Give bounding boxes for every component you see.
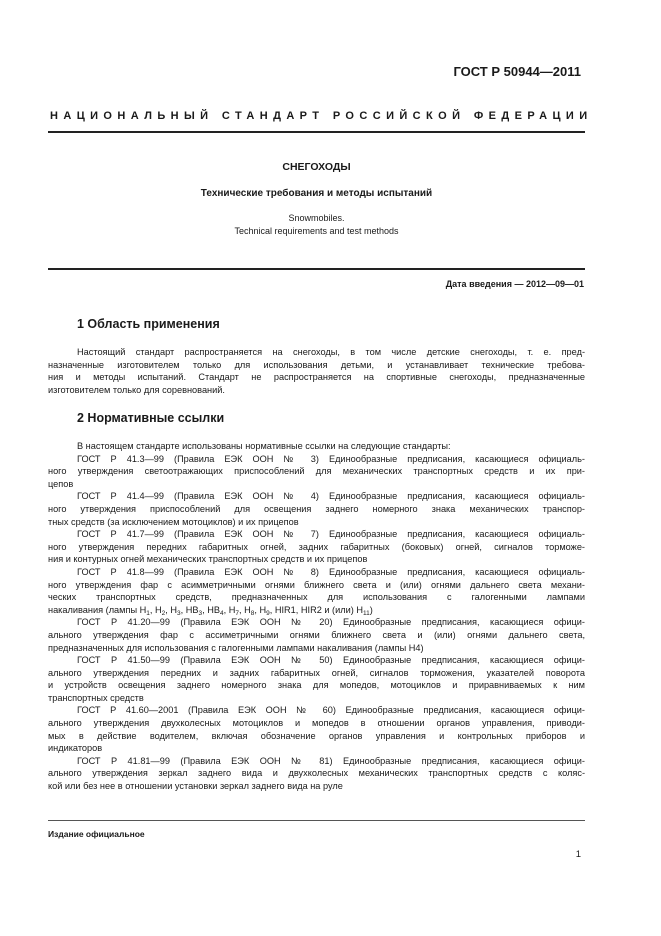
text-line: накаливания (лампы $H_1$, $H_2$, $H_3$, $HB_3$, $HB_4$, $H_7$, $H_8$, $H_9$, HIR1, HIR2 и (или) $H_{11}$) (48, 604, 373, 617)
document-subtitle: Технические требования и методы испытаний (200, 188, 433, 199)
normative-references (48, 440, 585, 793)
text-line: предназначенных для использования с галогенными лампами накаливания (лампы Н4) (48, 642, 424, 653)
reference-item (48, 528, 585, 566)
text-line: Настоящий стандарт распространяется на снегоходы, в том числе детские снегоходы, т. е. пред- (77, 347, 585, 357)
section-1-heading: 1 Область применения (77, 317, 220, 331)
text-line: назначенные изготовителем только для использования детьми, и устанавливает технические требова- (48, 359, 585, 370)
references-intro: В настоящем стандарте использованы нормативные ссылки на следующие стандарты: (77, 441, 451, 451)
edition-label: Издание официальное (48, 829, 145, 839)
page-number: 1 (575, 849, 581, 860)
english-title (48, 212, 585, 238)
reference-item (48, 755, 585, 793)
reference-item (48, 490, 585, 528)
reference-item (48, 566, 585, 616)
reference-item (48, 616, 585, 654)
text-line: ГОСТ Р 41.3—99 (Правила ЕЭК ООН № 3) Единообразные предписания, касающиеся официаль- (77, 453, 585, 464)
section-2-heading: 2 Нормативные ссылки (77, 411, 225, 425)
text-line: ального утверждения двухколесных мотоциклов и мопедов в отношении органов управления, приводи- (48, 718, 585, 729)
text-line: тных средств (за исключением мотоциклов) и их прицепов (48, 516, 299, 527)
text-line: ГОСТ Р 41.60—2001 (Правила ЕЭК ООН № 60) Единообразные предписания, касающиеся офици- (77, 705, 585, 716)
reference-item (48, 704, 585, 754)
text-line: кой или без нее в отношении установки зеркал заднего вида на руле (48, 781, 343, 792)
text-line: ального утверждения зеркал заднего вида и двухколесных механических транспортных средств с коляс- (48, 768, 585, 779)
english-title-line: Technical requirements and test methods (234, 226, 399, 236)
text-line: ГОСТ Р 41.50—99 (Правила ЕЭК ООН № 50) Единообразные предписания, касающиеся офици- (77, 655, 585, 666)
text-line: ного утверждения фар с асимметричными огнями ближнего света и (или) огнями дальнего света механи- (48, 579, 585, 590)
document-title: СНЕГОХОДЫ (282, 161, 351, 173)
text-line: ГОСТ Р 41.7—99 (Правила ЕЭК ООН № 7) Единообразные предписания, касающиеся официаль- (77, 529, 585, 540)
text-line: мых в действие водителем, включая обозначение органов управления и контрольных приборов и (48, 730, 585, 741)
divider-bottom (48, 820, 585, 821)
text-line: ГОСТ Р 41.4—99 (Правила ЕЭК ООН № 4) Единообразные предписания, касающиеся официаль- (77, 491, 585, 502)
national-standard-banner: НАЦИОНАЛЬНЫЙ СТАНДАРТ РОССИЙСКОЙ ФЕДЕРАЦИИ (50, 110, 593, 122)
text-line: и устройств освещения заднего номерного знака для мопедов, мотоциклов и приравниваемых к ним (48, 680, 585, 691)
reference-item (48, 654, 585, 704)
reference-item (48, 453, 585, 491)
section-1-paragraph (48, 346, 585, 396)
text-line: ного утверждения приспособлений для освещения заднего номерного знака механических транспор- (48, 503, 585, 514)
text-line: ческих транспортных средств, предназначенных для использования с галогенными лампами (48, 592, 585, 603)
text-line: цепов (48, 478, 74, 489)
text-line: ного утверждения светоотражающих приспособлений для механических транспортных средств и их при- (48, 466, 585, 477)
introduction-date: Дата введения — 2012—09—01 (445, 279, 584, 289)
text-line: ГОСТ Р 41.81—99 (Правила ЕЭК ООН № 81) Единообразные предписания, касающиеся офици- (77, 755, 585, 766)
text-line: ния и методы испытаний. Стандарт не распространяется на спортивные снегоходы, предназначенные (48, 372, 585, 383)
text-line: ального утверждения фар с ассиметричными огнями ближнего света и (или) огнями дальнего света, (48, 629, 585, 640)
text-line: ального утверждения передних и задних габаритных огней, сигналов торможения, указателей поворота (48, 667, 585, 678)
text-line: индикаторов (48, 743, 103, 754)
gost-number: ГОСТ Р 50944—2011 (453, 64, 581, 79)
divider-top (48, 131, 585, 133)
text-line: ного утверждения передних габаритных огней, задних габаритных (боковых) огней, сигналов торможе- (48, 541, 585, 552)
text-line: транспортных средств (48, 692, 144, 703)
text-line: изготовителем только для соревнований. (48, 384, 225, 395)
text-line: ГОСТ Р 41.8—99 (Правила ЕЭК ООН № 8) Единообразные предписания, касающиеся официаль- (77, 566, 585, 577)
divider-middle (48, 268, 585, 270)
english-title-line: Snowmobiles. (288, 213, 345, 223)
text-line: ния и контурных огней механических транспортных средств и их прицепов (48, 554, 368, 565)
text-line: ГОСТ Р 41.20—99 (Правила ЕЭК ООН № 20) Единообразные предписания, касающиеся офици- (77, 617, 585, 628)
